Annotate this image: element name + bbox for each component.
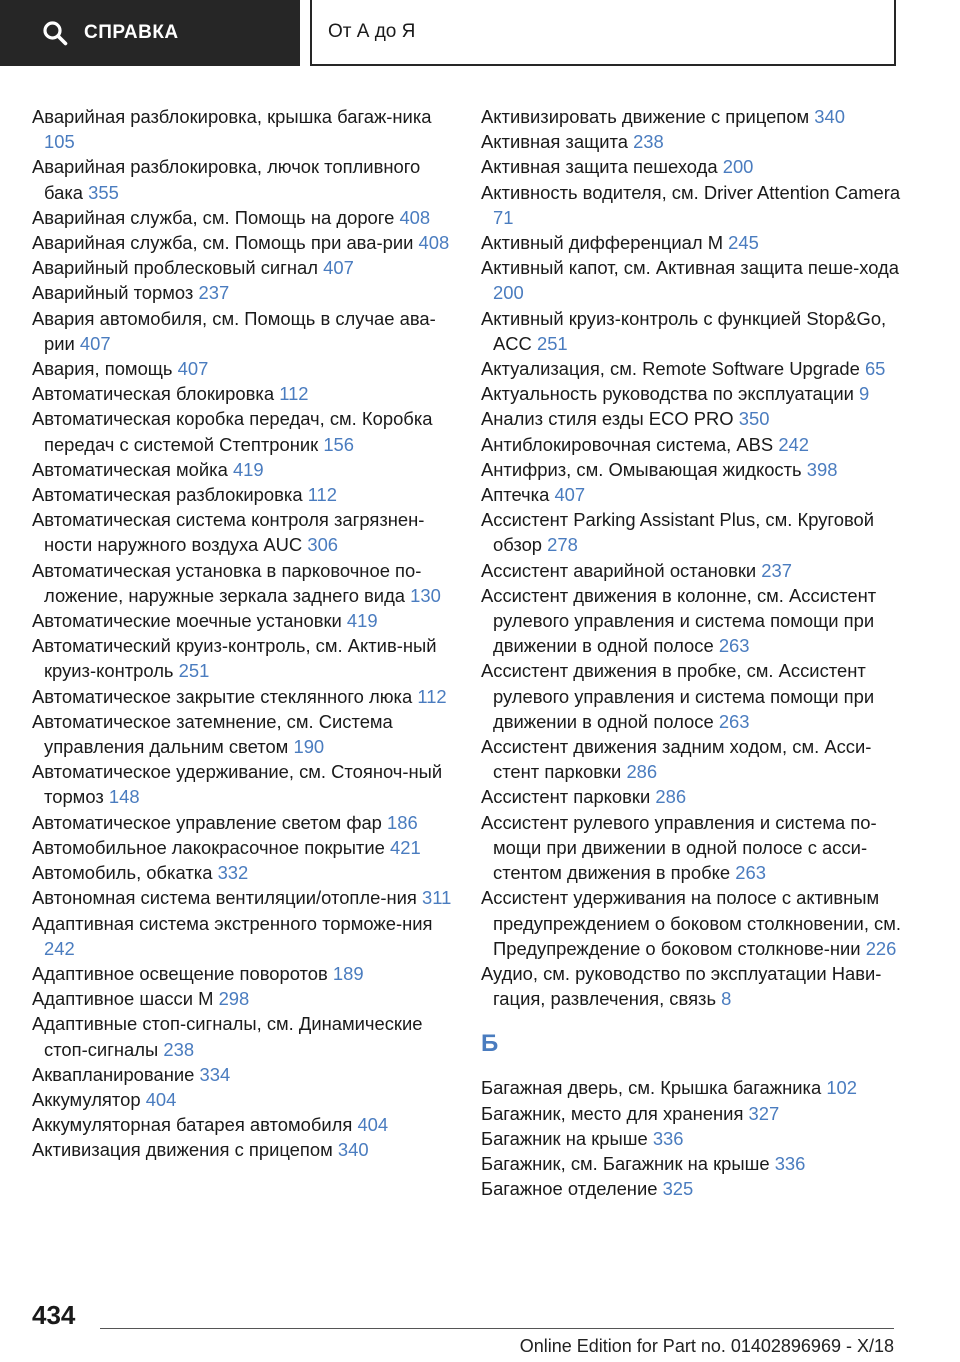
index-entry-text: Багажная дверь, см. Крышка багажника bbox=[481, 1077, 822, 1099]
index-page-link[interactable]: 350 bbox=[738, 408, 770, 430]
index-entry bbox=[481, 432, 911, 457]
index-entry-text: Аварийная разблокировка, крышка багаж-ника bbox=[32, 106, 432, 127]
index-entry bbox=[32, 986, 452, 1011]
section-letter: Б bbox=[481, 1030, 499, 1058]
index-entry bbox=[32, 709, 452, 759]
index-entry-text: Антифриз, см. Омывающая жидкость bbox=[481, 458, 802, 480]
index-page-link[interactable]: 325 bbox=[662, 1178, 694, 1200]
index-entry bbox=[32, 835, 452, 860]
index-page-link[interactable]: 130 bbox=[410, 584, 441, 606]
index-entry bbox=[481, 306, 911, 356]
index-entry-text: Ассистент движения в колонне, см. Ассистент рулевого управления и система помощи при движении в одной полосе bbox=[481, 584, 877, 657]
index-page-link[interactable]: 306 bbox=[307, 534, 339, 556]
index-entry bbox=[32, 356, 452, 381]
index-entry bbox=[32, 810, 452, 835]
index-entry-text: Активность водителя, см. Driver Attention Camera bbox=[481, 181, 901, 203]
index-entry-text: Аварийная разблокировка, лючок топливного бака bbox=[32, 156, 421, 203]
index-entry bbox=[481, 1126, 911, 1151]
index-entry bbox=[481, 734, 911, 784]
index-entry-text: Аудио, см. руководство по эксплуатации Нави-гация, развлечения, связь bbox=[481, 962, 882, 1010]
index-page-link[interactable]: 237 bbox=[198, 282, 230, 304]
index-entry-text: Адаптивная система экстренного торможе-ния bbox=[32, 912, 433, 934]
index-page-link[interactable]: 419 bbox=[346, 610, 378, 632]
index-entry bbox=[481, 457, 911, 482]
index-entry-text: Ассистент Parking Assistant Plus, см. Круговой обзор bbox=[481, 509, 875, 556]
index-entry bbox=[32, 1087, 452, 1112]
index-entry-text: Автоматическая разблокировка bbox=[32, 484, 303, 506]
index-entry bbox=[32, 1011, 452, 1061]
index-entry bbox=[32, 608, 452, 633]
index-page-link[interactable]: 190 bbox=[293, 736, 325, 758]
index-entry-text: Авария автомобиля, см. Помощь в случае ава-рии bbox=[32, 307, 436, 354]
help-tab[interactable] bbox=[0, 0, 300, 66]
index-entry bbox=[32, 1137, 452, 1162]
index-page-link[interactable]: 398 bbox=[806, 458, 838, 480]
help-tab-label: СПРАВКА bbox=[84, 22, 179, 43]
index-page-link[interactable]: 421 bbox=[390, 836, 421, 858]
index-page-link[interactable]: 407 bbox=[79, 332, 111, 354]
index-section-a-continued bbox=[481, 104, 911, 1011]
index-entry-text: Автоматическая коробка передач, см. Коробка передач с системой Стептроник bbox=[32, 408, 433, 455]
index-page-link[interactable]: 112 bbox=[307, 484, 338, 506]
index-entry-text: Автоматическая система контроля загрязнен-ности наружного воздуха AUC bbox=[32, 509, 425, 556]
index-page-link[interactable]: 286 bbox=[626, 761, 658, 783]
index-page-link[interactable]: 9 bbox=[858, 383, 870, 405]
index-section-b bbox=[481, 1075, 911, 1201]
page-number: 434 bbox=[32, 1300, 76, 1330]
index-entry bbox=[32, 684, 452, 709]
index-entry bbox=[32, 558, 452, 608]
index-entry-text: Багажник на крыше bbox=[481, 1127, 648, 1149]
index-entry bbox=[481, 583, 911, 659]
index-entry-text: Автоматическое управление светом фар bbox=[32, 811, 382, 833]
index-entry bbox=[32, 885, 452, 910]
index-page-link[interactable]: 408 bbox=[399, 206, 431, 228]
index-entry-text: Адаптивные стоп-сигналы, см. Динамические стоп-сигналы bbox=[32, 1013, 423, 1060]
index-page-link[interactable]: 156 bbox=[323, 433, 355, 455]
index-entry bbox=[481, 1101, 911, 1126]
index-page-link[interactable]: 407 bbox=[177, 358, 209, 380]
index-entry-text: Автоматическая мойка bbox=[32, 458, 228, 480]
index-entry-text: Автоматическое удерживание, см. Стояноч-ный тормоз bbox=[32, 761, 443, 808]
index-page-link[interactable]: 334 bbox=[199, 1063, 231, 1085]
index-entry bbox=[32, 280, 452, 305]
index-entry-text: Активная защита bbox=[481, 131, 628, 153]
index-entry bbox=[481, 180, 911, 230]
a-to-z-tab[interactable] bbox=[310, 0, 896, 66]
index-page-link[interactable]: 189 bbox=[332, 962, 364, 984]
index-page-link[interactable]: 8 bbox=[721, 988, 732, 1010]
index-entry-text: Аварийный тормоз bbox=[32, 282, 194, 304]
index-page-link[interactable]: 340 bbox=[814, 106, 845, 127]
index-page-link[interactable]: 242 bbox=[44, 937, 75, 959]
index-entry bbox=[481, 230, 911, 255]
index-entry bbox=[32, 860, 452, 885]
index-entry bbox=[32, 482, 452, 507]
index-entry-text: Багажник, место для хранения bbox=[481, 1102, 744, 1124]
index-entry bbox=[32, 1062, 452, 1087]
index-entry bbox=[32, 406, 452, 456]
index-page-link[interactable]: 263 bbox=[718, 635, 750, 657]
index-entry bbox=[481, 482, 911, 507]
index-page-link[interactable]: 112 bbox=[279, 383, 309, 405]
index-page-link[interactable]: 251 bbox=[536, 332, 568, 354]
index-entry bbox=[32, 961, 452, 986]
index-entry bbox=[481, 129, 911, 154]
index-entry bbox=[32, 255, 452, 280]
index-entry bbox=[32, 104, 452, 154]
index-entry bbox=[481, 406, 911, 431]
index-entry bbox=[32, 1112, 452, 1137]
index-entry bbox=[32, 306, 452, 356]
index-entry-text: Автоматический круиз-контроль, см. Актив-ный круиз-контроль bbox=[32, 635, 437, 682]
index-page-link[interactable]: 238 bbox=[633, 131, 664, 153]
index-page-link[interactable]: 200 bbox=[722, 156, 754, 178]
index-page-link[interactable]: 311 bbox=[422, 887, 452, 909]
index-page-link[interactable]: 112 bbox=[417, 685, 447, 707]
index-page-link[interactable]: 407 bbox=[323, 257, 354, 279]
index-entry bbox=[32, 205, 452, 230]
index-entry bbox=[481, 356, 911, 381]
index-entry bbox=[32, 457, 452, 482]
index-page-link[interactable]: 340 bbox=[337, 1139, 369, 1161]
index-entry bbox=[481, 154, 911, 179]
index-entry bbox=[481, 885, 911, 961]
index-entry-text: Аккумулятор bbox=[32, 1088, 141, 1110]
index-entry bbox=[481, 381, 911, 406]
index-entry bbox=[32, 154, 452, 204]
index-entry bbox=[481, 507, 911, 557]
index-entry-text: Активизация движения с прицепом bbox=[32, 1139, 333, 1161]
index-page-link[interactable]: 327 bbox=[748, 1102, 780, 1124]
index-entry bbox=[481, 558, 911, 583]
index-entry-text: Ассистент движения задним ходом, см. Асси-стент парковки bbox=[481, 736, 872, 783]
index-page-link[interactable]: 336 bbox=[652, 1127, 684, 1149]
index-entry-text: Автомобильное лакокрасочное покрытие bbox=[32, 836, 385, 858]
index-entry-text: Адаптивное освещение поворотов bbox=[32, 962, 328, 984]
index-entry bbox=[32, 759, 452, 809]
index-entry bbox=[481, 961, 911, 1011]
index-entry-text: Активный капот, см. Активная защита пеше-хода bbox=[481, 257, 899, 279]
index-entry-text: Ассистент парковки bbox=[481, 786, 651, 808]
index-entry-text: Активная защита пешехода bbox=[481, 156, 718, 178]
index-page-link[interactable]: 298 bbox=[218, 988, 250, 1010]
index-entry bbox=[32, 911, 452, 961]
index-entry-text: Аварийная служба, см. Помощь на дороге bbox=[32, 206, 395, 228]
footer-divider bbox=[100, 1328, 894, 1329]
index-page-link[interactable]: 148 bbox=[108, 786, 140, 808]
index-entry-text: Автоматические моечные установки bbox=[32, 610, 342, 632]
index-entry bbox=[32, 507, 452, 557]
index-entry-text: Активный круиз-контроль с функцией Stop&Go, ACC bbox=[481, 307, 887, 354]
index-page-link[interactable]: 237 bbox=[761, 559, 792, 581]
index-page-link[interactable]: 419 bbox=[232, 458, 264, 480]
index-page-link[interactable]: 404 bbox=[145, 1088, 177, 1110]
index-entry-text: Адаптивное шасси M bbox=[32, 988, 214, 1010]
index-page-link[interactable]: 408 bbox=[418, 232, 450, 254]
index-entry-text: Автономная система вентиляции/отопле-ния bbox=[32, 887, 417, 909]
footer bbox=[0, 1296, 960, 1362]
index-entry-text: Активный дифференциал M bbox=[481, 232, 724, 254]
index-page-link[interactable]: 355 bbox=[88, 181, 119, 203]
header bbox=[0, 0, 960, 66]
search-icon bbox=[42, 20, 68, 46]
index-entry-text: Ассистент рулевого управления и система по-мощи при движении в одной полосе с асси-стентом движения в пробке bbox=[481, 811, 877, 884]
index-entry-text: Автоматическое затемнение, см. Система управления дальним светом bbox=[32, 710, 393, 758]
index-page-link[interactable]: 105 bbox=[44, 131, 75, 153]
index-entry-text: Автоматическое закрытие стеклянного люка bbox=[32, 685, 413, 707]
index-page-link[interactable]: 404 bbox=[357, 1114, 389, 1136]
index-entry-text: Автоматическая установка в парковочное по-ложение, наружные зеркала заднего вида bbox=[32, 559, 422, 606]
index-entry bbox=[481, 104, 911, 129]
index-entry-text: Ассистент удерживания на полосе с активным предупреждением о боковом столкновении, см. Предупреждение о боковом столкнове-нии bbox=[481, 887, 901, 959]
index-column-right bbox=[481, 104, 911, 1201]
index-entry-text: Ассистент аварийной остановки bbox=[481, 559, 757, 581]
index-page-link[interactable]: 238 bbox=[163, 1038, 195, 1060]
index-entry bbox=[32, 381, 452, 406]
a-to-z-tab-label: От А до Я bbox=[328, 21, 416, 42]
index-page-link[interactable]: 65 bbox=[864, 358, 886, 380]
index-page-link[interactable]: 242 bbox=[778, 433, 809, 455]
index-entry-text: Антиблокировочная система, ABS bbox=[481, 433, 774, 455]
index-entry bbox=[32, 230, 452, 255]
index-page-link[interactable]: 186 bbox=[387, 811, 418, 833]
index-page-link[interactable]: 263 bbox=[735, 862, 766, 884]
index-entry-text: Ассистент движения в пробке, см. Ассистент рулевого управления и система помощи при движении в одной полосе bbox=[481, 660, 875, 732]
index-entry bbox=[481, 1176, 911, 1201]
index-entry bbox=[481, 658, 911, 734]
index-column-left bbox=[32, 104, 452, 1163]
index-entry-text: Автоматическая блокировка bbox=[32, 383, 275, 405]
index-entry-text: Аварийный проблесковый сигнал bbox=[32, 257, 319, 279]
index-entry-text: Актуальность руководства по эксплуатации bbox=[481, 383, 854, 405]
index-entry-text: Автомобиль, обкатка bbox=[32, 862, 213, 884]
index-entry-text: Аккумуляторная батарея автомобиля bbox=[32, 1114, 353, 1136]
index-entry-text: Авария, помощь bbox=[32, 358, 173, 380]
edition-text: Online Edition for Part no. 01402896969 - X/18 bbox=[519, 1336, 894, 1356]
index-entry-text: Анализ стиля езды ECO PRO bbox=[481, 408, 734, 430]
index-page-link[interactable]: 263 bbox=[718, 710, 750, 732]
index-page-link[interactable]: 407 bbox=[554, 484, 586, 506]
index-entry bbox=[481, 1151, 911, 1176]
index-entry bbox=[32, 633, 452, 683]
index-entry bbox=[481, 810, 911, 886]
index-entry bbox=[481, 784, 911, 809]
index-entry-text: Багажник, см. Багажник на крыше bbox=[481, 1152, 770, 1174]
index-entry bbox=[481, 255, 911, 305]
index-page-link[interactable]: 200 bbox=[493, 282, 524, 304]
index-page-link[interactable]: 336 bbox=[774, 1152, 806, 1174]
index-page-link[interactable]: 286 bbox=[655, 786, 687, 808]
index-page-link[interactable]: 102 bbox=[826, 1077, 857, 1099]
index-entry-text: Активизировать движение с прицепом bbox=[481, 106, 810, 127]
index-page-link[interactable]: 245 bbox=[728, 232, 759, 254]
index-page-link[interactable]: 71 bbox=[493, 206, 514, 228]
index-entry bbox=[481, 1075, 911, 1100]
index-entry-text: Багажное отделение bbox=[481, 1178, 658, 1200]
index-page-link[interactable]: 251 bbox=[178, 660, 210, 682]
index-entry-text: Актуализация, см. Remote Software Upgrade bbox=[481, 358, 860, 380]
index-page-link[interactable]: 226 bbox=[865, 937, 897, 959]
index-entry-text: Аварийная служба, см. Помощь при ава-рии bbox=[32, 232, 414, 254]
index-entry-text: Аквапланирование bbox=[32, 1063, 195, 1085]
index-entry-text: Аптечка bbox=[481, 484, 550, 506]
index-page-link[interactable]: 278 bbox=[547, 534, 578, 556]
index-page-link[interactable]: 332 bbox=[217, 862, 249, 884]
